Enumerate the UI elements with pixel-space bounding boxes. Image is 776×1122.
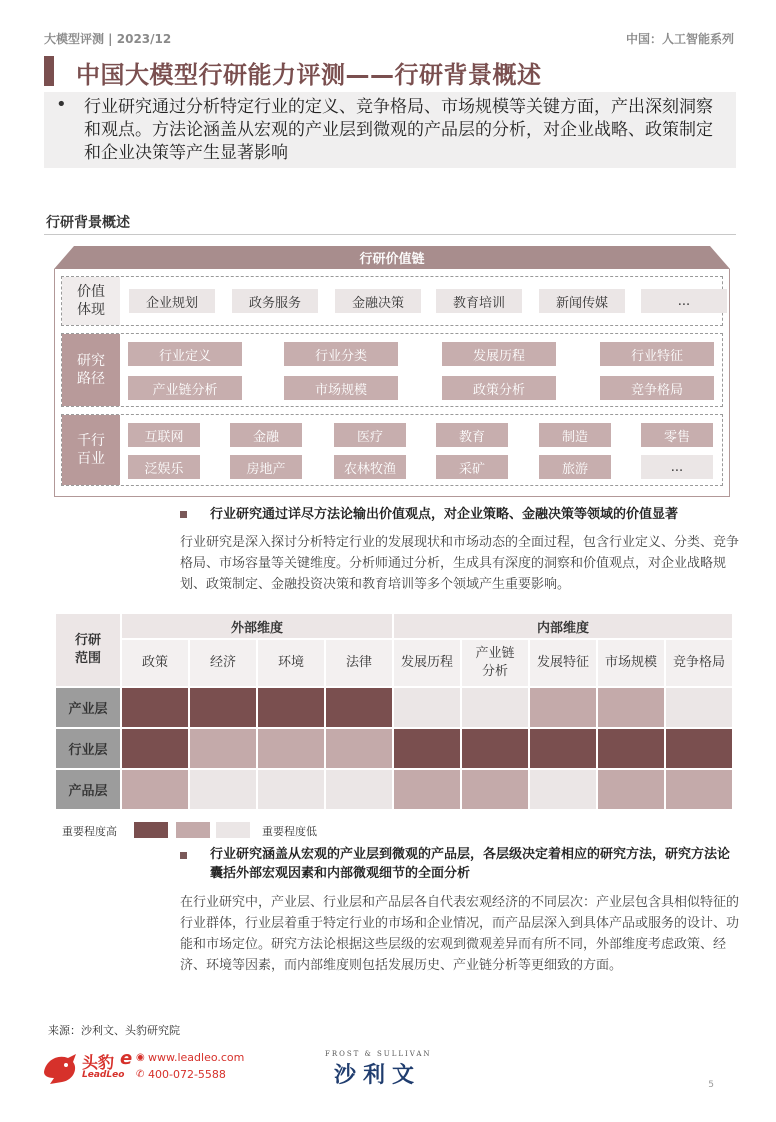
value-chip: 企业规划: [129, 289, 215, 313]
industry-chip: 农林牧渔: [334, 455, 406, 479]
industry-chip: 互联网: [128, 423, 200, 447]
importance-cell: [122, 770, 188, 809]
path-row-label: 研究 路径: [62, 334, 120, 406]
matrix-row: [56, 688, 732, 727]
industry-row: [61, 414, 723, 486]
legend-high-swatch: [134, 822, 168, 838]
importance-cell: [326, 688, 392, 727]
importance-cell: [666, 729, 732, 768]
importance-cell: [190, 688, 256, 727]
dimension-column-header: 产业链 分析: [462, 640, 528, 686]
importance-cell: [326, 729, 392, 768]
dimension-column-header: 发展特征: [530, 640, 596, 686]
importance-cell: [122, 688, 188, 727]
research-path-chip: 行业定义: [128, 342, 242, 366]
importance-cell: [530, 770, 596, 809]
importance-cell: [258, 688, 324, 727]
dimension-column-header: 经济: [190, 640, 256, 686]
industry-chip: 泛娱乐: [128, 455, 200, 479]
point1-body: 行业研究是深入探讨分析特定行业的发展现状和市场动态的全面过程，包含行业定义、分类、竞争格局、市场容量等关键维度。分析师通过分析，生成具有深度的洞察和价值观点，对企业战略规划、政策制定、金融投资决策和教育培训等多个领域产生重要影响。: [180, 535, 740, 592]
leadleo-cn-name: 头豹: [82, 1053, 115, 1072]
scope-header: [56, 614, 120, 686]
value-chip: ...: [641, 289, 727, 313]
industry-chip: 房地产: [230, 455, 302, 479]
point1-heading: 行业研究通过详尽方法论输出价值观点，对企业策略、金融决策等领域的价值显著: [210, 507, 679, 522]
importance-cell: [258, 770, 324, 809]
research-path-chip: 行业分类: [284, 342, 398, 366]
value-row-label: 价值 体现: [62, 277, 120, 325]
dimension-column-header: 发展历程: [394, 640, 460, 686]
industry-chip: 采矿: [436, 455, 508, 479]
bullet-icon: •: [56, 94, 67, 115]
leadleo-logo: [40, 1048, 245, 1088]
industry-row-label: 千行 百业: [62, 415, 120, 485]
legend-low-label: 重要程度低: [262, 825, 317, 838]
scope-label: 行研 范围: [74, 633, 101, 666]
phone-text: 400-072-5588: [148, 1068, 226, 1081]
importance-cell: [666, 770, 732, 809]
page-title: 中国大模型行研能力评测——行研背景概述: [76, 61, 542, 89]
industry-chip: 零售: [641, 423, 713, 447]
leadleo-e-mark: e: [120, 1048, 133, 1069]
globe-icon: ◉: [136, 1052, 145, 1063]
bullet-square-icon: [180, 852, 187, 859]
industry-chip: ...: [641, 455, 713, 479]
importance-cell: [394, 688, 460, 727]
importance-cell: [190, 770, 256, 809]
value-chip: 政务服务: [232, 289, 318, 313]
dimension-column-header: 环境: [258, 640, 324, 686]
path-row: [61, 333, 723, 407]
dimension-column-header: 市场规模: [598, 640, 664, 686]
internal-dimension-header: 内部维度: [394, 614, 732, 638]
matrix-row: [56, 770, 732, 809]
importance-cell: [530, 729, 596, 768]
section-title: 行研背景概述: [46, 215, 130, 231]
phone-icon: ✆: [136, 1069, 145, 1080]
importance-cell: [394, 729, 460, 768]
importance-cell: [666, 688, 732, 727]
importance-cell: [598, 770, 664, 809]
importance-cell: [122, 729, 188, 768]
value-chip: 新闻传媒: [539, 289, 625, 313]
industry-chip: 制造: [539, 423, 611, 447]
legend-high-label: 重要程度高: [62, 825, 117, 838]
value-chain-header: [54, 242, 730, 269]
bullet-square-icon: [180, 511, 187, 518]
page-title-row: [44, 56, 736, 89]
source-note: 来源：沙利文、头豹研究院: [48, 1024, 180, 1037]
research-path-chip: 产业链分析: [128, 376, 242, 400]
value-chip: 教育培训: [436, 289, 522, 313]
importance-cell: [462, 729, 528, 768]
page-number: 5: [708, 1080, 714, 1090]
summary-box: [44, 92, 736, 168]
legend-low-swatch: [216, 822, 250, 838]
importance-cell: [598, 688, 664, 727]
summary-text: 行业研究通过分析特定行业的定义、竞争格局、市场规模等关键方面，产出深刻洞察和观点。方法论涵盖从宏观的产业层到微观的产品层的分析，对企业战略、政策制定和企业决策等产生显著影响: [84, 97, 713, 163]
importance-cell: [190, 729, 256, 768]
section-divider: [44, 234, 736, 235]
legend-mid-swatch: [176, 822, 210, 838]
leadleo-en-name: LeadLeo: [82, 1070, 125, 1080]
research-path-chip: 政策分析: [442, 376, 556, 400]
point2-body: 在行业研究中，产业层、行业层和产品层各自代表宏观经济的不同层次：产业层包含具相似特征的行业群体，行业层着重于特定行业的市场和企业情况，而产品层深入到具体产品或服务的设计、功能和市场定位。研究方法论根据这些层级的宏观到微观差异而有所不同，外部维度考虑政策、经济、环境等因素，而内部维度则包括发展历史、产业链分析等更细致的方面。: [180, 895, 740, 973]
industry-chip: 教育: [436, 423, 508, 447]
industry-chip: 医疗: [334, 423, 406, 447]
leopard-icon: [40, 1050, 80, 1086]
importance-cell: [530, 688, 596, 727]
research-path-chip: 行业特征: [600, 342, 714, 366]
title-accent-bar: [44, 56, 54, 86]
report-category-label: 中国：人工智能系列: [625, 32, 734, 46]
report-series-label: 大模型评测 | 2023/12: [44, 32, 172, 46]
importance-cell: [326, 770, 392, 809]
dimension-column-header: 法律: [326, 640, 392, 686]
frost-sullivan-wordmark: FROST & SULLIVAN: [325, 1050, 432, 1058]
point2-heading: 行业研究涵盖从宏观的产业层到微观的产品层，各层级决定着相应的研究方法，研究方法论囊括外部宏观因素和内部微观细节的全面分析: [210, 847, 731, 881]
dimension-column-header: 政策: [122, 640, 188, 686]
value-chain-title: 行研价值链: [359, 252, 425, 267]
research-path-chip: 市场规模: [284, 376, 398, 400]
research-scope-matrix: [54, 612, 734, 811]
importance-cell: [598, 729, 664, 768]
value-row: [61, 276, 723, 326]
importance-cell: [258, 729, 324, 768]
layer-label: 产业层: [56, 688, 120, 727]
importance-cell: [462, 770, 528, 809]
frost-sullivan-cn-logo: 沙利文: [334, 1063, 422, 1088]
research-path-chip: 竞争格局: [600, 376, 714, 400]
industry-chip: 金融: [230, 423, 302, 447]
external-dimension-header: 外部维度: [122, 614, 392, 638]
dimension-column-header: 竞争格局: [666, 640, 732, 686]
research-path-chip: 发展历程: [442, 342, 556, 366]
website-text: www.leadleo.com: [148, 1051, 245, 1064]
importance-cell: [394, 770, 460, 809]
layer-label: 行业层: [56, 729, 120, 768]
value-chip: 金融决策: [335, 289, 421, 313]
layer-label: 产品层: [56, 770, 120, 809]
importance-cell: [462, 688, 528, 727]
industry-chip: 旅游: [539, 455, 611, 479]
matrix-row: [56, 729, 732, 768]
